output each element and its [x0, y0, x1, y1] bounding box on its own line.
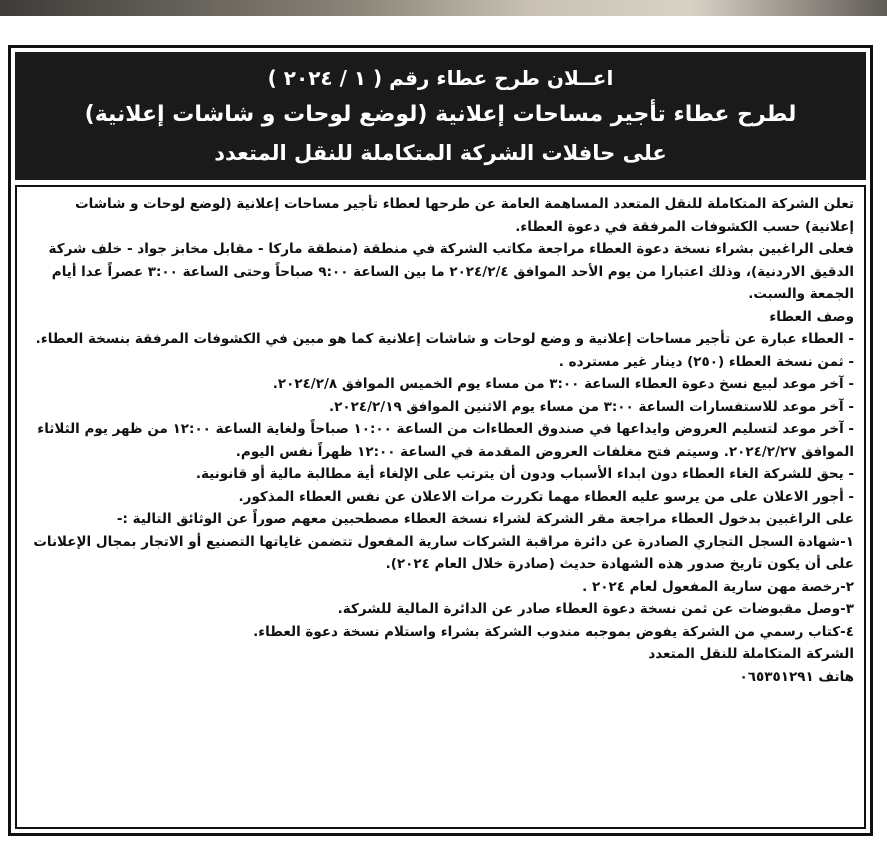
description-item: - يحق للشركة الغاء العطاء دون ابداء الأسباب ودون أن يترتب على الإلغاء أية مطالبة مالية أو قانونية. [195, 466, 854, 482]
description-item: - العطاء عبارة عن تأجير مساحات إعلانية و وضع لوحات و شاشات إعلانية كما هو مبين في الكشوفات المرفقة بنسخة العطاء. [35, 331, 854, 347]
tender-announcement [8, 45, 873, 836]
description-item: - آخر موعد لبيع نسخ دعوة العطاء الساعة ٣:٠٠ من مساء يوم الخميس الموافق ٢٠٢٤/٢/٨. [272, 376, 854, 392]
header-subtitle: لطرح عطاء تأجير مساحات إعلانية (لوضع لوحات و شاشات إعلانية) [84, 102, 797, 128]
signature-phone: هاتف ٠٦٥٣٥١٢٩١ [739, 668, 854, 685]
description-heading: وصف العطاء [769, 308, 854, 325]
document-item: ١-شهادة السجل التجاري الصادرة عن دائرة مراقبة الشركات سارية المفعول تتضمن غاياتها التصنيع أو الاتجار بمجال الإعلانات على أن يكون تاريخ صدور هذه الشهادة حديث (صادرة خلال العام ٢٠٢٤). [33, 533, 854, 572]
intro-paragraph: تعلن الشركة المتكاملة للنقل المتعدد المساهمة العامة عن طرحها لعطاء تأجير مساحات إعلانية (لوضع لوحات و شاشات إعلانية) حسب الكشوفات المرفقة في دعوة العطاء. [75, 196, 854, 235]
description-item: - آخر موعد للاستفسارات الساعة ٣:٠٠ من مساء يوم الاثنين الموافق ٢٠٢٤/٢/١٩. [329, 398, 854, 415]
document-item: ٤-كتاب رسمي من الشركة يفوض بموجبه مندوب الشركة بشراء واستلام نسخة دعوة العطاء. [253, 623, 854, 640]
newspaper-photo-strip [0, 0, 887, 16]
header-company: على حافلات الشركة المتكاملة للنقل المتعدد [214, 140, 667, 165]
announcement-body [15, 185, 866, 829]
document-item: ٣-وصل مقبوضات عن ثمن نسخة دعوة العطاء صادر عن الدائرة المالية للشركة. [337, 601, 854, 617]
announcement-header [15, 52, 866, 180]
description-item: - ثمن نسخة العطاء (٢٥٠) دينار غير مسترده . [558, 353, 854, 370]
description-item: - أجور الاعلان على من يرسو عليه العطاء مهما تكررت مرات الاعلان عن نفس العطاء المذكور. [238, 488, 854, 505]
document-item: ٢-رخصة مهن سارية المفعول لعام ٢٠٢٤ . [582, 578, 854, 595]
header-title: اعــلان طرح عطاء رقم ( ١ / ٢٠٢٤ ) [267, 66, 614, 91]
signature-company: الشركة المتكاملة للنقل المتعدد [648, 646, 854, 662]
participation-paragraph: فعلى الراغبين بشراء نسخة دعوة العطاء مراجعة مكاتب الشركة في منطقة (منطقة ماركا - مقابل مخابز جواد - خلف شركة الدقيق الاردنية)، وذلك اعتبارا من يوم الأحد الموافق ٢٠٢٤/٢/٤ ما بين الساعة ٩:٠٠ صباحاً وحتى الساعة ٣:٠٠ عصراً عدا أيام الجمعة والسبت. [48, 241, 854, 302]
documents-intro: على الراغبين بدخول العطاء مراجعة مقر الشركة لشراء نسخة العطاء مصطحبين معهم صوراً عن الوثائق التالية :- [116, 511, 854, 527]
description-item: - آخر موعد لتسليم العروض وايداعها في صندوق العطاءات من الساعة ١٠:٠٠ صباحاً ولغاية الساعة ١٢:٠٠ من ظهر يوم الثلاثاء الموافق ٢٠٢٤/٢/٢٧. وسيتم فتح مغلفات العروض المقدمة في الساعة ١٢:٠٠ ظهراً نفس اليوم. [37, 421, 854, 460]
